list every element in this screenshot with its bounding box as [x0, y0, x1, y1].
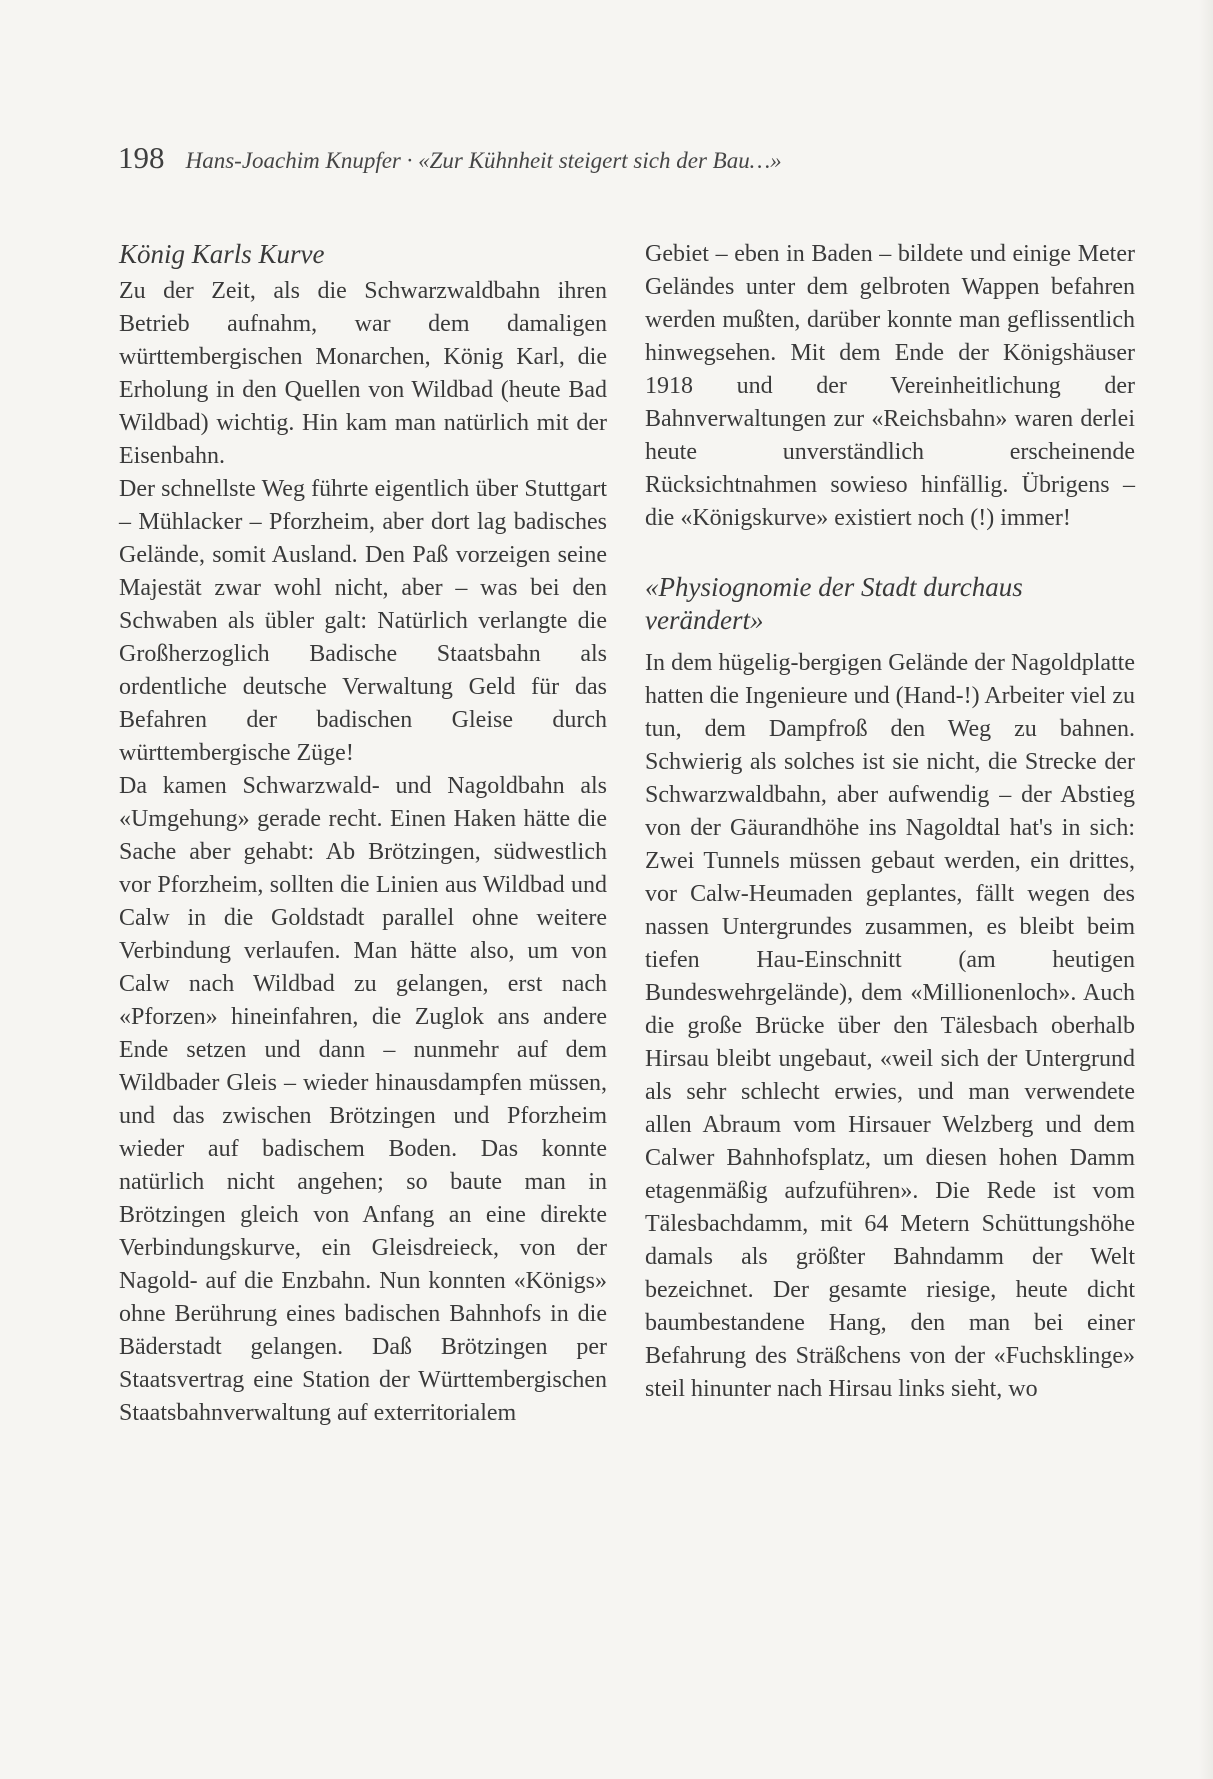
paragraph: Zu der Zeit, als die Schwarzwaldbahn ihren Betrieb aufnahm, war dem damaligen württembergischen Monarchen, König Karl, die Erholung in den Quellen von Wildbad (heute Bad Wildbad) wichtig. Hin kam man natürlich mit der Eisenbahn.: [119, 278, 607, 469]
right-column: [645, 238, 1135, 1406]
section-heading-physiognomie: «Physiognomie der Stadt durchaus verändert»: [645, 572, 1023, 635]
paragraph: In dem hügelig-bergigen Gelände der Nagoldplatte hatten die Ingenieure und (Hand-!) Arbeiter viel zu tun, dem Dampfroß den Weg zu bahnen. Schwierig als solches ist sie nicht, die Strecke der Schwarzwaldbahn, aber aufwendig – der Abstieg von der Gäurandhöhe ins Nagoldtal hat's in sich: Zwei Tunnels müssen gebaut werden, ein drittes, vor Calw-Heumaden geplantes, fällt wegen des nassen Untergrundes zusammen, es bleibt beim tiefen Hau-Einschnitt (am heutigen Bundeswehrgelände), dem «Millionenloch». Auch die große Brücke über den Tälesbach oberhalb Hirsau bleibt ungebaut, «weil sich der Untergrund als sehr schlecht erwies, und man verwendete allen Abraum vom Hirsauer Welzberg und dem Calwer Bahnhofsplatz, um diesen hohen Damm etagenmäßig aufzuführen». Die Rede ist vom Tälesbachdamm, mit 64 Metern Schüttungshöhe damals als größter Bahndamm der Welt bezeichnet. Der gesamte riesige, heute dicht baumbestandene Hang, den man bei einer Befahrung des Sträßchens von der «Fuchsklinge» steil hinunter nach Hirsau links sieht, wo: [645, 650, 1135, 1402]
page-edge-shadow: [1199, 0, 1213, 1779]
paragraph: Der schnellste Weg führte eigentlich über Stuttgart – Mühlacker – Pforzheim, aber dort lag badisches Gelände, somit Ausland. Den Paß vorzeigen seine Majestät zwar wohl nicht, aber – was bei den Schwaben als übler galt: Natürlich verlangte die Großherzoglich Badische Staatsbahn als ordentliche deutsche Verwaltung Geld für das Befahren der badischen Gleise durch württembergische Züge!: [119, 476, 607, 766]
left-column: [119, 238, 607, 1430]
running-head: [118, 140, 1078, 176]
section-heading-koenig-karls-kurve: König Karls Kurve: [119, 239, 325, 269]
running-title: Hans-Joachim Knupfer · «Zur Kühnheit steigert sich der Bau…»: [185, 148, 782, 173]
paragraph: Gebiet – eben in Baden – bildete und einige Meter Geländes unter dem gelbroten Wappen befahren werden mußten, darüber konnte man geflissentlich hinwegsehen. Mit dem Ende der Königshäuser 1918 und der Vereinheitlichung der Bahnverwaltungen zur «Reichsbahn» waren derlei heute unverständlich erscheinende Rücksichtnahmen sowieso hinfällig. Übrigens – die «Königskurve» existiert noch (!) immer!: [645, 241, 1135, 531]
page-number: 198: [118, 140, 165, 175]
paragraph: Da kamen Schwarzwald- und Nagoldbahn als «Umgehung» gerade recht. Einen Haken hätte die Sache aber gehabt: Ab Brötzingen, südwestlich vor Pforzheim, sollten die Linien aus Wildbad und Calw in die Goldstadt parallel ohne weitere Verbindung verlaufen. Man hätte also, um von Calw nach Wildbad zu gelangen, erst nach «Pforzen» hineinfahren, die Zuglok ans andere Ende setzen und dann – nunmehr auf dem Wildbader Gleis – wieder hinausdampfen müssen, und das zwischen Brötzingen und Pforzheim wieder auf badischem Boden. Das konnte natürlich nicht angehen; so baute man in Brötzingen gleich von Anfang an eine direkte Verbindungskurve, ein Gleisdreieck, von der Nagold- auf die Enzbahn. Nun konnten «Königs» ohne Berührung eines badischen Bahnhofs in die Bäderstadt gelangen. Daß Brötzingen per Staatsvertrag eine Station der Württembergischen Staatsbahnverwaltung auf exterritorialem: [119, 773, 607, 1426]
